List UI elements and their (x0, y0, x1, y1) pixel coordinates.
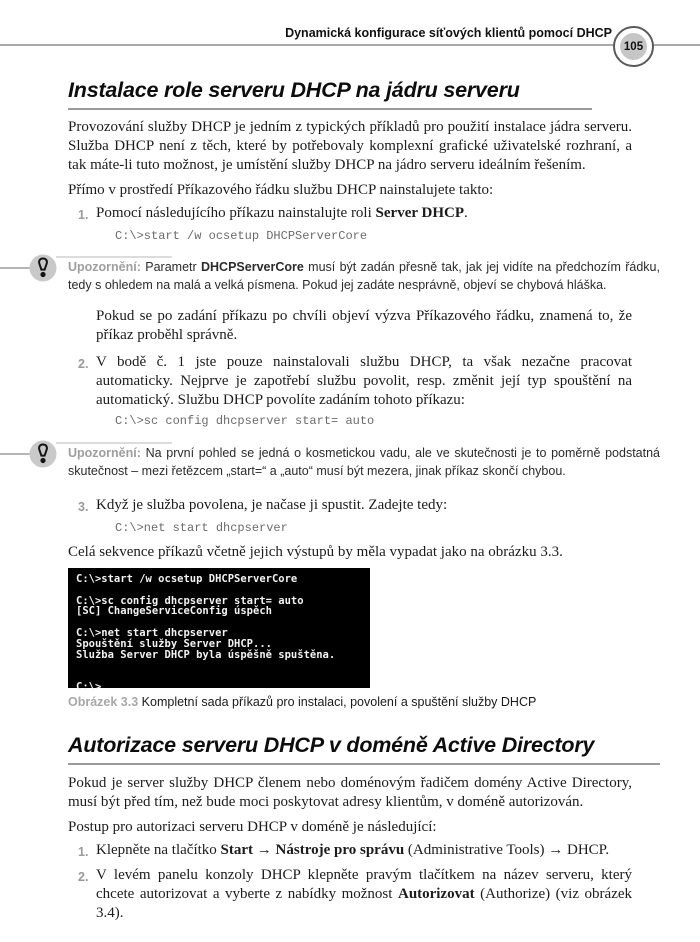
terminal-line (76, 671, 362, 682)
caption-label: Obrázek 3.3 (68, 695, 139, 709)
terminal-line (76, 660, 362, 671)
step-text: Klepněte na tlačítko Start → Nástroje pro správu (Administrative Tools) → DHCP. (96, 842, 610, 858)
warning-rule-left (0, 453, 30, 455)
ordered-step-1 (78, 204, 632, 225)
step-number: 2. (78, 357, 89, 371)
warning-rule-left (0, 267, 30, 269)
code-line: C:\>sc config dhcpserver start= auto (115, 414, 375, 428)
page-content (68, 78, 660, 923)
body-paragraph: Provozování služby DHCP je jedním z typických příkladů pro použití instalace jádra serveru. Služba DHCP není z těch, které by potřebovaly komplexní grafické uživatelské rozhraní, a tak máte-li tuto možnost, je umístění služby DHCP na jádro serveru ideálním řešením. (68, 119, 632, 173)
body-paragraph: Celá sekvence příkazů včetně jejich výstupů by měla vypadat jako na obrázku 3.3. (68, 544, 563, 560)
terminal-line: Služba Server DHCP byla úspěšně spuštěna. (76, 648, 336, 661)
section1-heading: Instalace role serveru DHCP na jádru serveru (68, 78, 520, 102)
terminal-line: C:\>sc config dhcpserver start= auto (76, 594, 304, 607)
caption-text: Kompletní sada příkazů pro instalaci, povolení a spuštění služby DHCP (138, 695, 537, 709)
step-text: V bodě č. 1 jste pouze nainstalovali službu DHCP, ta však nezačne pracovat automaticky. Nejprve je zapotřebí službu povolit, resp. změnit její typ spouštění na automatický. Službu DHCP povolíte zadáním tohoto příkazu: (96, 354, 632, 408)
page-number: 105 (620, 33, 647, 60)
terminal-screenshot (68, 568, 370, 693)
ordered-step-2 (78, 353, 632, 410)
ordered-step-2 (78, 866, 632, 923)
warning-label: Upozornění: (68, 260, 141, 274)
section1-heading-wrap (68, 78, 592, 110)
warning-label: Upozornění: (68, 446, 141, 460)
warning-text: Na první pohled se jedná o kosmetickou vadu, ale ve skutečnosti je to poměrně podstatná skutečnost – mezi řetězcem „start=“ a „auto“ musí být mezera, jinak příkaz skončí chybou. (68, 446, 660, 478)
body-paragraph: Přímo v prostředí Příkazového řádku službu DHCP nainstalujete takto: (68, 182, 494, 198)
step-number: 1. (78, 845, 89, 859)
step-text: V levém panelu konzoly DHCP klepněte pravým tlačítkem na název serveru, který chcete autorizovat a vyberte z nabídky možnost Autorizovat (Authorize) (viz obrázek 3.4). (96, 867, 633, 921)
section2-heading-wrap (68, 733, 660, 765)
figure-caption (68, 695, 632, 709)
terminal-line: C:\> (76, 680, 102, 693)
page-header (0, 0, 700, 53)
body-paragraph: Postup pro autorizaci serveru DHCP v doméně je následující: (68, 819, 437, 835)
body-paragraph: Pokud se po zadání příkazu po chvíli objeví výzva Příkazového řádku, znamená to, že příkaz proběhl správně. (96, 308, 632, 343)
page-number-badge (613, 26, 654, 67)
step-number: 2. (78, 870, 89, 884)
code-line: C:\>net start dhcpserver (115, 521, 288, 535)
warning-rule-right (56, 442, 172, 444)
terminal-line: Spouštění služby Server DHCP... (76, 637, 272, 650)
body-paragraph: Pokud je server služby DHCP členem nebo doménovým řadičem domény Active Directory, musí být před tím, než bude moci poskytovat adresy klientům, v doméně autorizován. (68, 775, 632, 810)
section2-heading: Autorizace serveru DHCP v doméně Active Directory (68, 733, 595, 757)
warning-note-2 (68, 445, 660, 480)
ordered-step-3 (78, 496, 632, 517)
step-number: 3. (78, 500, 89, 514)
ordered-step-1 (78, 841, 632, 862)
step-text: Pomocí následujícího příkazu nainstalujte roli Server DHCP. (96, 205, 468, 221)
warning-text: Parametr DHCPServerCore musí být zadán přesně tak, jak jej vidíte na předchozím řádku, tedy s ohledem na malá a velká písmena. Pokud jej zadáte nesprávně, objeví se chybová hláška. (68, 260, 660, 292)
header-rule (0, 44, 700, 46)
warning-rule-right (56, 256, 172, 258)
terminal-line: [SC] ChangeServiceConfig úspěch (76, 605, 272, 618)
exclamation-icon (29, 254, 57, 282)
terminal-line: C:\>start /w ocsetup DHCPServerCore (76, 573, 298, 585)
running-head-title: Dynamická konfigurace síťových klientů pomocí DHCP (285, 26, 612, 40)
code-line: C:\>start /w ocsetup DHCPServerCore (115, 229, 368, 243)
warning-note-1 (68, 259, 660, 294)
terminal-line (76, 585, 362, 596)
step-number: 1. (78, 208, 89, 222)
exclamation-icon (29, 440, 57, 468)
step-text: Když je služba povolena, je načase ji spustit. Zadejte tedy: (96, 497, 448, 513)
terminal-line: C:\>net start dhcpserver (76, 626, 228, 639)
